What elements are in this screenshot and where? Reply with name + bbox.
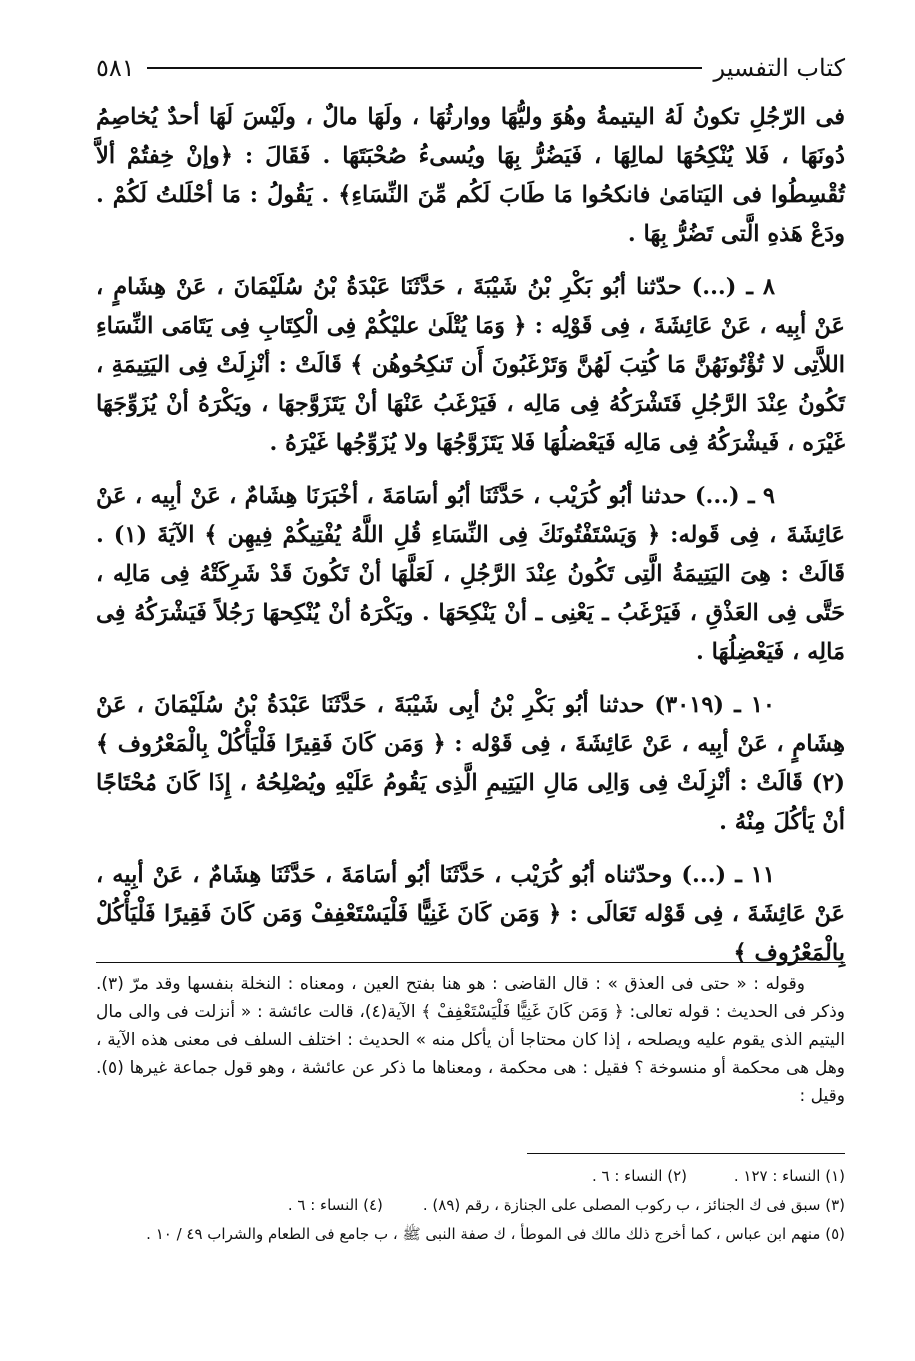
commentary-separator [96, 962, 845, 963]
footnote-1: (١) النساء : ١٢٧ . [733, 1167, 845, 1185]
running-header [96, 48, 845, 88]
footnote-3: (٣) سبق فى ك الجنائز ، ب ركوب المصلى على الجنازة ، رقم (٨٩) . [422, 1196, 845, 1214]
footnotes [96, 1162, 845, 1249]
main-text [96, 98, 845, 987]
hadith-11: ١١ ـ (...) وحدّثناه أبُو كُرَيْب ، حَدَّثَنَا أبُو أسَامَةَ ، حَدَّثَنَا هِشَامٌ ، عَنْ أبِيه ، عَنْ عَائِشَةَ ، فِى قَوْله تَعَالَى : ﴿ وَمَن كَانَ غَنِيًّا فَلْيَسْتَعْفِفْ وَمَن كَانَ فَقِيرًا فَلْيَأْكُلْ بِالْمَعْرُوف ﴾ [96, 862, 845, 966]
footnote-2: (٢) النساء : ٦ . [591, 1167, 687, 1185]
footnote-4: (٤) النساء : ٦ . [287, 1196, 383, 1214]
page-number: ٥٨١ [96, 54, 135, 82]
book-section-title: كتاب التفسير [713, 54, 845, 82]
hadith-9: ٩ ـ (...) حدثنا أبُو كُرَيْب ، حَدَّثَنَا أبُو أسَامَةَ ، أخْبَرَنَا هِشَامٌ ، عَنْ أبِيه ، عَنْ عَائِشَةَ ، فِى قَوله: ﴿ وَيَسْتَفْتُونَكَ فِى النِّسَاءِ قُلِ اللَّهُ يُفْتِيكُمْ فِيهِن ﴾ الآيَةَ (١) . قَالَتْ : هِىَ اليَتِيمَةُ الَّتِى تَكُونُ عِنْدَ الرَّجُلِ ، لَعَلَّهَا أنْ تَكُونَ قَدْ شَرِكَتْهُ فِى مَالِه ، حَتَّى فِى العَذْقِ ، فَيَرْغَبُ ـ يَعْنِى ـ أنْ يَنْكِحَهَا . ويَكْرَهُ أنْ يُنْكِحهَا رَجُلاً فَيَشْرَكُهُ فِى مَالِه ، فَيَعْضِلُهَا . [96, 483, 845, 665]
footnote-row [96, 1162, 845, 1191]
commentary-text: وقوله : « حتى فى العذق » : قال القاضى : هو هنا بفتح العين ، ومعناه : النخلة بنفسها وقد مرّ (٣). وذكر فى الحديث : قوله تعالى: ﴿ وَمَن كَانَ غَنِيًّا فَلْيَسْتَعْفِفْ ﴾ الآية(٤)، قالت عائشة : « أنزلت فى والى مال اليتيم الذى يقوم عليه ويصلحه ، إذا كان محتاجا أن يأكل منه » الحديث : اختلف السلف فى معنى هذه الآية ، وهل هى محكمة أو منسوخة ؟ فقيل : هى محكمة ، ومعناها ما ذكر عن عائشة ، وهو قول جماعة غيرها (٥). وقيل : [96, 974, 845, 1106]
hadith-8: ٨ ـ (...) حدّثنا أبُو بَكْرِ بْنُ شَيْبَةَ ، حَدَّثَنَا عَبْدَةُ بْنُ سُلَيْمَانَ ، عَنْ هِشَامٍ ، عَنْ أبِيه ، عَنْ عَائِشَةَ ، فِى قَوْلِه : ﴿ وَمَا يُتْلَىٰ عليْكُمْ فِى الْكِتَابِ فِى يَتَامَى النِّسَاءِ اللاَّتِى لا تُؤْتُونَهُنَّ مَا كُتِبَ لَهُنَّ وَتَرْغَبُونَ أَن تَنكِحُوهُن ﴾ قَالَتْ : أنْزِلَتْ فِى اليَتِيمَةِ ، تَكُونُ عِنْدَ الرَّجُلِ فَتَشْرَكُهُ فِى مَالِه ، فَيَرْغَبُ عَنْهَا أنْ يَتَزَوَّجهَا ، ويَكْرَهُ أنْ يُزَوِّجَهَا غَيْرَه ، فَيشْرَكُهُ فِى مَالِه فَيَعْضلُهَا فَلا يَتَزَوَّجُهَا ولا يُزَوِّجُها غَيْرَهُ . [96, 274, 845, 456]
header-rule [147, 67, 702, 69]
footnote-row [96, 1191, 845, 1220]
footnote-separator [527, 1153, 845, 1154]
paragraph-continuation: فى الرّجُلِ تكونُ لَهُ اليتيمةُ وهُوَ وليُّهَا ووارثُهَا ، ولَهَا مالٌ ، ولَيْسَ لَهَا أحدٌ يُخاصِمُ دُونَهَا ، فَلا يُنْكِحُهَا لمالِهَا ، فَيَضُرُّ بِهَا ويُسىءُ صُحْبَتَهَا . فَقَالَ : ﴿وإنْ خِفتُمْ ألاَّ تُقْسِطُوا فى اليَتامَىٰ فانكحُوا مَا طَابَ لَكُم مِّنَ النِّسَاءِ﴾ . يَقُولُ : مَا أحْلَلتُ لَكُمْ . ودَعْ هَذهِ الَّتى تَضُرُّ بِهَا . [96, 104, 845, 247]
hadith-10: ١٠ ـ (٣٠١٩) حدثنا أبُو بَكْرِ بْنُ أبِى شَيْبَةَ ، حَدَّثَنَا عَبْدَةُ بْنُ سُلَيْمَانَ ، عَنْ هِشَامٍ ، عَنْ أبِيه ، عَنْ عَائِشَةَ ، فِى قَوْله : ﴿ وَمَن كَانَ فَقِيرًا فَلْيَأْكُلْ بِالْمَعْرُوف ﴾(٢) قَالَتْ : أنْزِلَتْ فِى وَالِى مَالِ اليَتِيمِ الَّذِى يَقُومُ عَلَيْهِ ويُصْلِحُهُ ، إِذَا كَانَ مُحْتَاجًا أنْ يَأكُلَ مِنْهُ . [96, 692, 845, 835]
footnote-5: (٥) منهم ابن عباس ، كما أخرج ذلك مالك فى الموطأ ، ك صفة النبى ﷺ ، ب جامع فى الطعام والشراب ٤٩ / ١٠ . [146, 1225, 845, 1243]
